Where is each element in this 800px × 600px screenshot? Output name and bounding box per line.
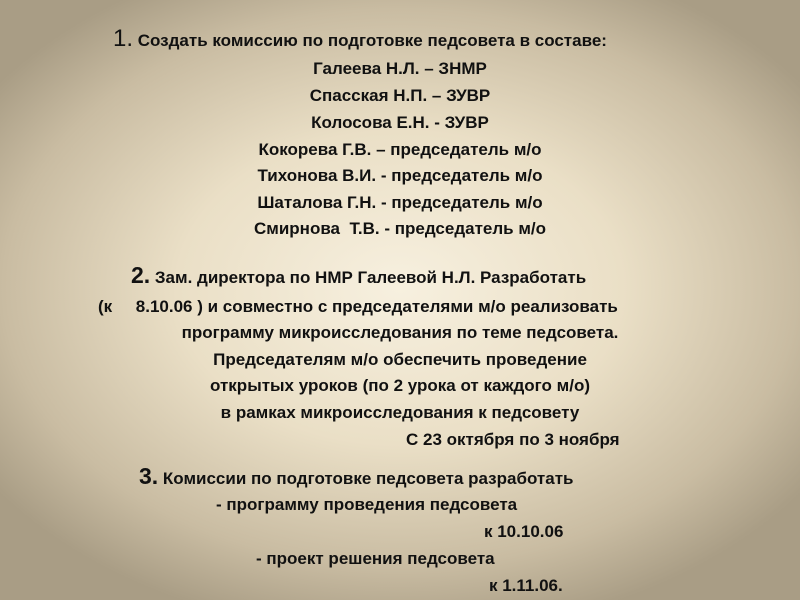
member-6: Шаталова Г.Н. - председатель м/о	[257, 193, 543, 212]
section-2-line-3: Председателям м/о обеспечить проведение	[213, 350, 587, 369]
member-4: Кокорева Г.В. – председатель м/о	[258, 140, 542, 159]
member-5: Тихонова В.И. - председатель м/о	[257, 166, 543, 185]
member-7: Смирнова Т.В. - председатель м/о	[253, 219, 547, 238]
section-3-item-1: - программу проведения педсовета	[216, 495, 518, 514]
section-2-heading-text: Зам. директора по НМР Галеевой Н.Л. Разработать	[150, 268, 587, 287]
member-2: Спасская Н.П. – ЗУВР	[309, 86, 491, 105]
section-2-line-5: в рамках микроисследования к педсовету	[220, 403, 580, 422]
section-2-line-1: (к 8.10.06 ) и совместно с председателями м/о реализовать	[98, 297, 618, 316]
section-3-heading	[139, 463, 574, 489]
section-1-heading	[113, 25, 607, 52]
section-2-heading	[131, 262, 587, 288]
section-3-item-2: - проект решения педсовета	[256, 549, 495, 568]
section-2-dates: С 23 октября по 3 ноября	[406, 430, 620, 449]
member-3: Колосова Е.Н. - ЗУВР	[311, 113, 489, 132]
section-3-number: 3.	[139, 463, 159, 489]
section-1-heading-text: Создать комиссию по подготовке педсовета в составе:	[133, 31, 607, 50]
section-3-item-2-deadline: к 1.11.06.	[489, 576, 563, 595]
member-1: Галеева Н.Л. – ЗНМР	[313, 59, 487, 78]
section-2-number: 2.	[131, 262, 151, 288]
section-2-line-2: программу микроисследования по теме педсовета.	[181, 323, 619, 342]
section-2-line-4: открытых уроков (по 2 урока от каждого м/о)	[210, 376, 590, 395]
section-3-heading-text: Комиссии по подготовке педсовета разработать	[158, 469, 574, 488]
section-3-item-1-deadline: к 10.10.06	[484, 522, 564, 541]
section-1-number: 1.	[113, 25, 134, 52]
